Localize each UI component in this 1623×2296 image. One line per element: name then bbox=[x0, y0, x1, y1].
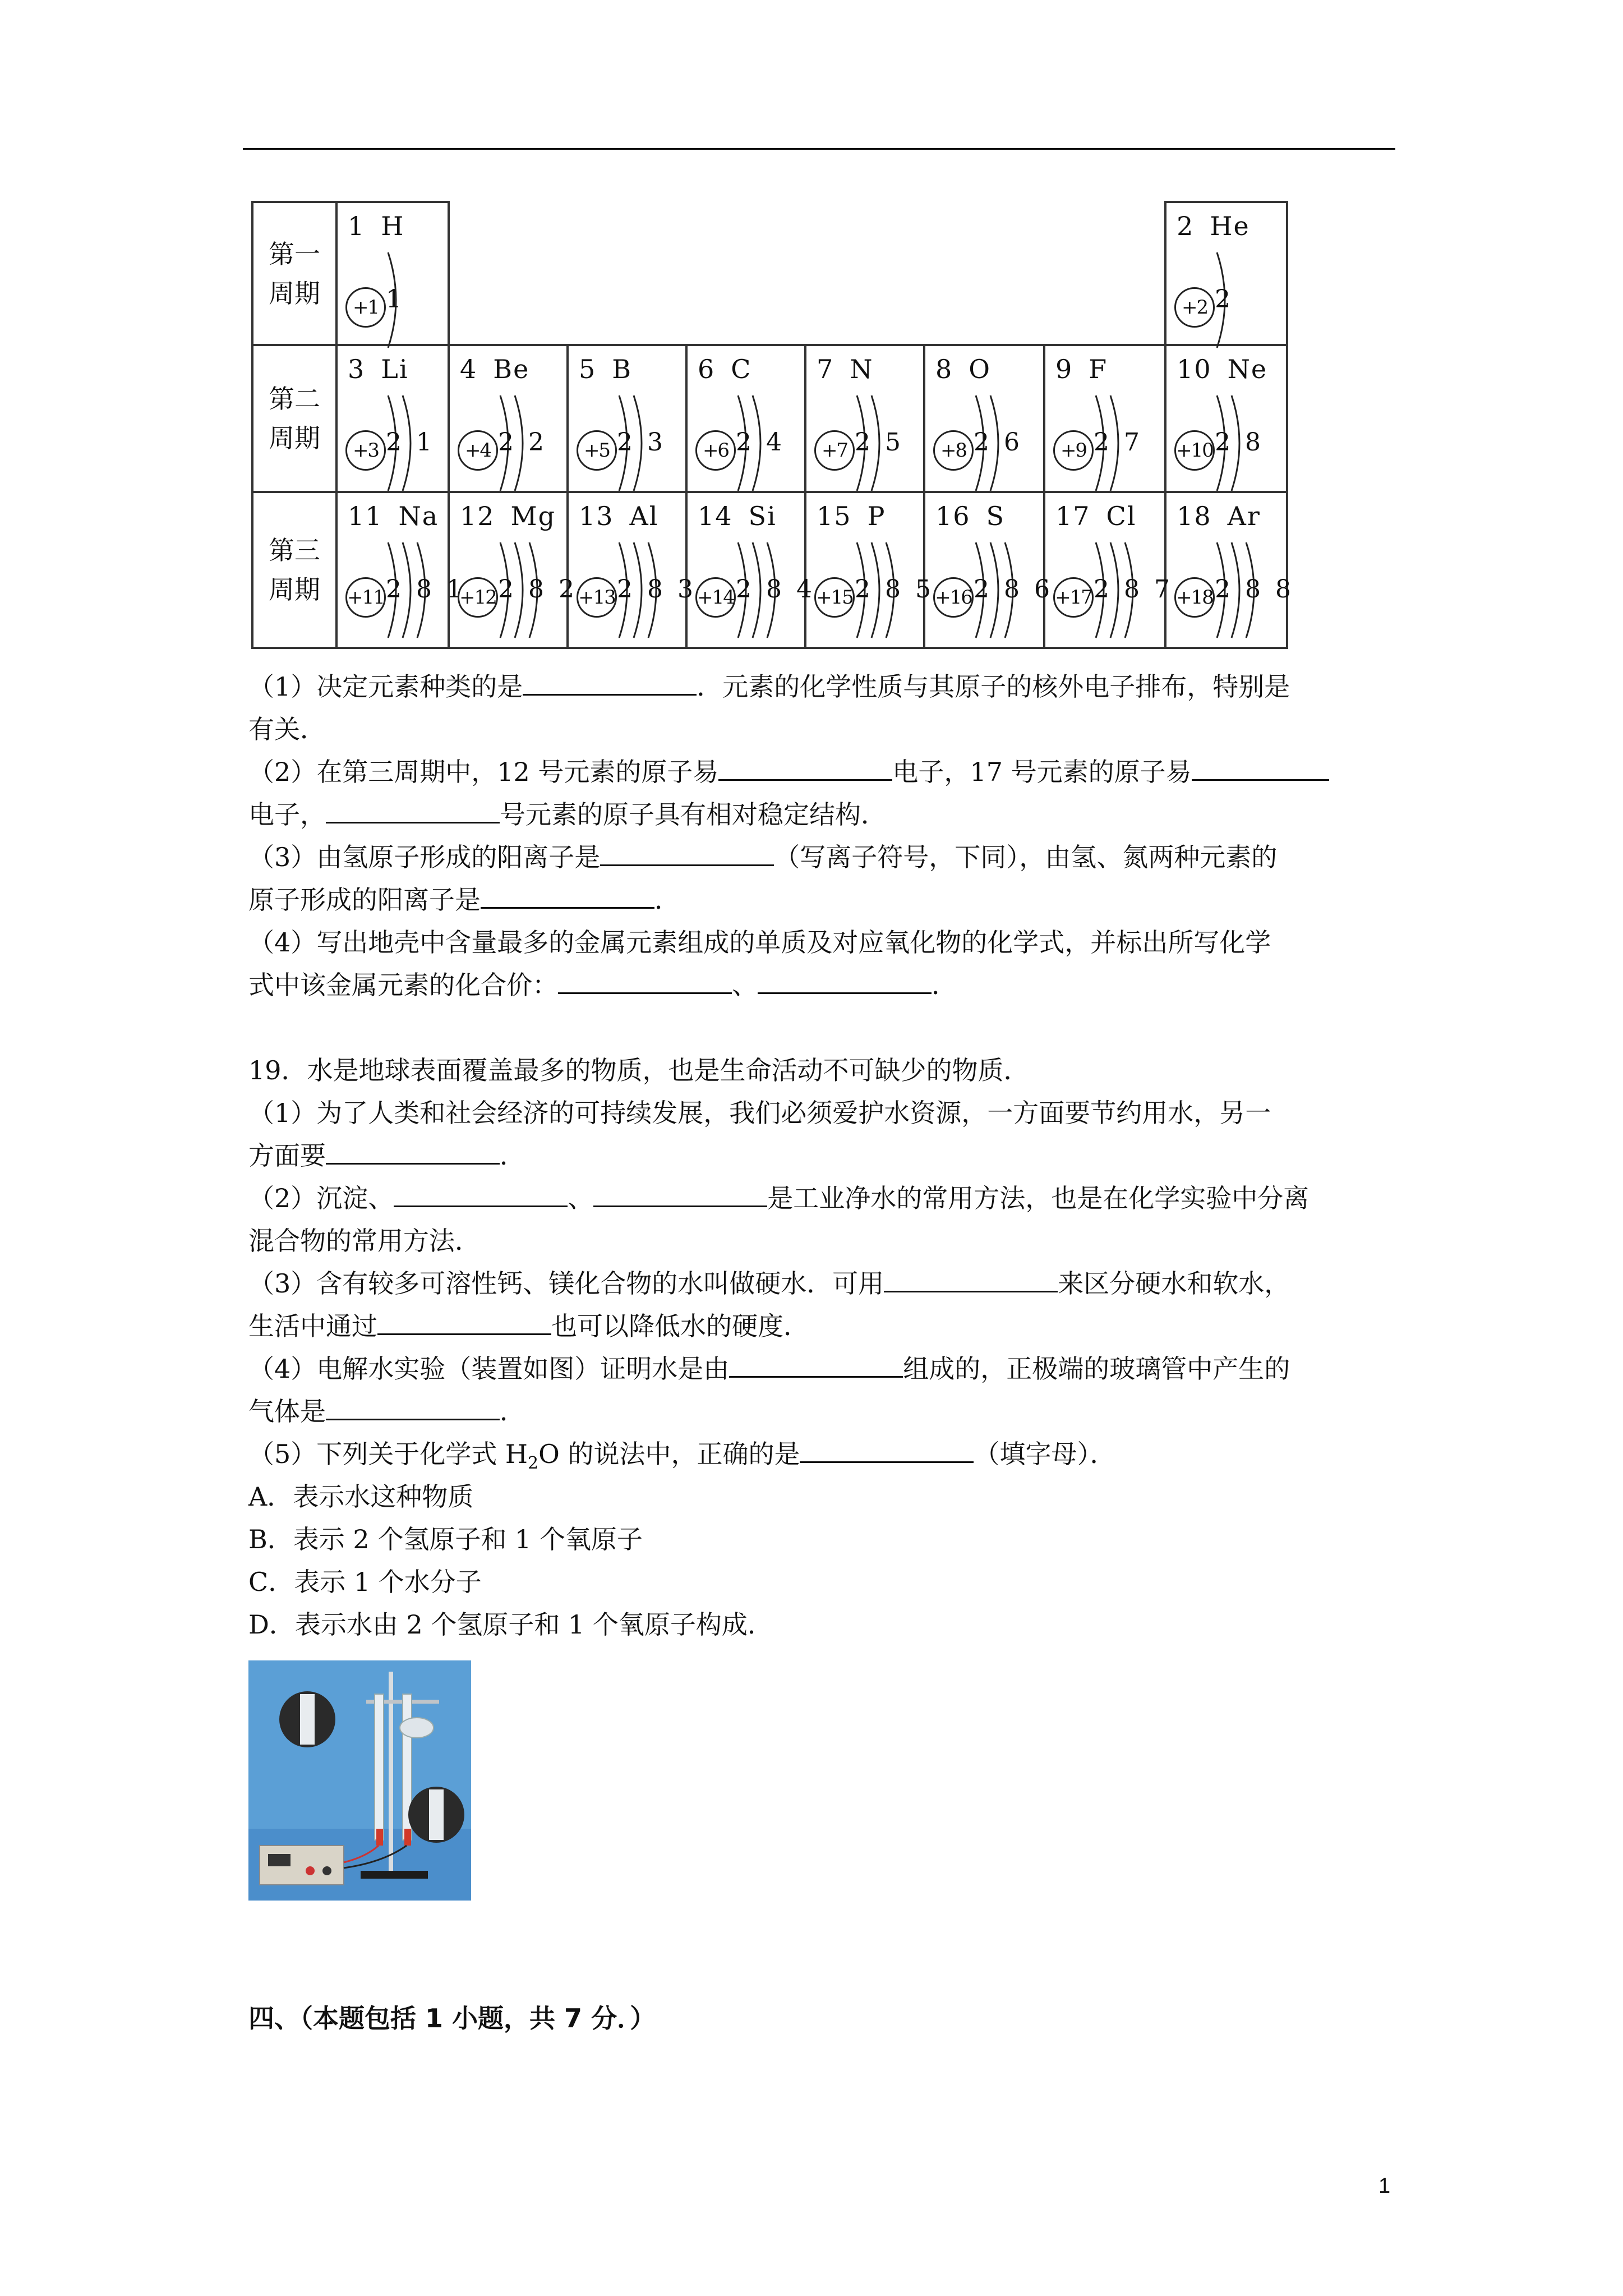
q19-part4-line2: 气体是 ． bbox=[248, 1390, 525, 1433]
q18-part1-line2: 有关． bbox=[248, 714, 326, 744]
answer-blank[interactable] bbox=[326, 797, 500, 823]
atomic-number: 14 bbox=[698, 501, 733, 531]
element-header bbox=[817, 354, 874, 384]
answer-blank[interactable] bbox=[1192, 754, 1329, 781]
electron-counts: 2 1 bbox=[386, 428, 435, 457]
empty-region bbox=[449, 202, 1165, 345]
nucleus-circle: +14 bbox=[695, 577, 736, 618]
element-header bbox=[817, 501, 886, 531]
nucleus-circle: +2 bbox=[1174, 287, 1215, 328]
q19-part1-line2: 方面要 ． bbox=[248, 1134, 525, 1177]
element-symbol: O bbox=[969, 354, 991, 384]
element-symbol: N bbox=[850, 354, 874, 384]
q19-part3-line2: 生活中通过 也可以降低水的硬度． bbox=[248, 1305, 809, 1347]
nucleus-circle: +16 bbox=[933, 577, 974, 618]
atomic-number: 16 bbox=[935, 501, 971, 531]
q18-part2-line2: 电子， 号元素的原子具有相对稳定结构． bbox=[248, 793, 887, 836]
electron-counts: 2 8 6 bbox=[974, 575, 1053, 604]
period-label-text: 第三 周期 bbox=[269, 535, 320, 605]
answer-blank[interactable] bbox=[800, 1437, 974, 1463]
nucleus-circle: +18 bbox=[1174, 577, 1215, 618]
answer-blank[interactable] bbox=[758, 968, 932, 994]
element-header bbox=[935, 354, 991, 384]
element-symbol: F bbox=[1089, 354, 1108, 384]
q19-part3-line1: （3）含有较多可溶性钙、镁化合物的水叫做硬水．可用 来区分硬水和软水， bbox=[248, 1262, 1290, 1305]
section-heading: 四、（本题包括 1 小题，共 7 分．） bbox=[248, 2003, 656, 2033]
answer-blank[interactable] bbox=[884, 1266, 1058, 1292]
atomic-number: 11 bbox=[348, 501, 383, 531]
nucleus-circle: +8 bbox=[933, 430, 974, 471]
electron-counts: 2 8 bbox=[1215, 428, 1265, 457]
atomic-number: 7 bbox=[817, 354, 834, 384]
electron-counts: 2 7 bbox=[1094, 428, 1143, 457]
electron-counts: 2 8 8 bbox=[1215, 575, 1295, 604]
element-header bbox=[1177, 354, 1267, 384]
periodic-table bbox=[251, 201, 1295, 649]
atomic-number: 2 bbox=[1177, 211, 1195, 241]
element-header bbox=[935, 501, 1005, 531]
q18-part4-line1: （4）写出地壳中含量最多的金属元素组成的单质及对应氧化物的化学式，并标出所写化学 bbox=[248, 927, 1271, 958]
q18-part2-line1: （2）在第三周期中，12 号元素的原子易 电子，17 号元素的原子易 bbox=[248, 751, 1329, 793]
answer-blank[interactable] bbox=[558, 968, 732, 994]
element-cell bbox=[686, 492, 815, 648]
element-symbol: Mg bbox=[510, 501, 556, 531]
nucleus-circle: +1 bbox=[345, 287, 386, 328]
period-label-text: 第二 周期 bbox=[269, 384, 320, 453]
q19-part5-line: （5）下列关于化学式 $H_2O$ 的说法中，正确的是 （填字母）． bbox=[248, 1433, 1115, 1485]
element-header bbox=[460, 354, 529, 384]
q19-part2-line1: （2）沉淀、 、 是工业净水的常用方法，也是在化学实验中分离 bbox=[248, 1177, 1309, 1220]
option-a: A．表示水这种物质 bbox=[248, 1481, 474, 1512]
answer-blank[interactable] bbox=[326, 1138, 500, 1165]
element-symbol: Ne bbox=[1227, 354, 1268, 384]
nucleus-circle: +17 bbox=[1053, 577, 1094, 618]
option-c: C．表示 1 个水分子 bbox=[248, 1567, 482, 1597]
electron-counts: 2 8 1 bbox=[386, 575, 465, 604]
electron-counts: 2 2 bbox=[498, 428, 547, 457]
period-label bbox=[252, 345, 336, 492]
atomic-number: 17 bbox=[1055, 501, 1091, 531]
nucleus-circle: +9 bbox=[1053, 430, 1094, 471]
element-symbol: Li bbox=[381, 354, 409, 384]
electron-counts: 2 8 2 bbox=[498, 575, 578, 604]
q18-part3-line1: （3）由氢原子形成的阳离子是 （写离子符号，下同），由氢、氮两种元素的 bbox=[248, 836, 1277, 878]
atomic-number: 9 bbox=[1055, 354, 1073, 384]
element-cell bbox=[336, 492, 465, 648]
element-cell bbox=[568, 345, 686, 492]
element-symbol: S bbox=[986, 501, 1006, 531]
nucleus-circle: +12 bbox=[458, 577, 498, 618]
atomic-number: 12 bbox=[460, 501, 495, 531]
nucleus-circle: +13 bbox=[577, 577, 617, 618]
nucleus-circle: +5 bbox=[577, 430, 617, 471]
element-header bbox=[698, 354, 751, 384]
element-header bbox=[460, 501, 556, 531]
atomic-number: 10 bbox=[1177, 354, 1212, 384]
atomic-number: 4 bbox=[460, 354, 478, 384]
electron-counts: 1 bbox=[386, 285, 405, 314]
element-header bbox=[1177, 501, 1261, 531]
atomic-number: 3 bbox=[348, 354, 366, 384]
electron-counts: 2 5 bbox=[855, 428, 904, 457]
answer-blank[interactable] bbox=[600, 840, 774, 866]
answer-blank[interactable] bbox=[729, 1351, 903, 1378]
atomic-number: 6 bbox=[698, 354, 716, 384]
element-cell bbox=[924, 492, 1053, 648]
electron-counts: 2 8 5 bbox=[855, 575, 934, 604]
option-b: B．表示 2 个氢原子和 1 个氧原子 bbox=[248, 1524, 643, 1554]
element-header bbox=[579, 501, 658, 531]
element-symbol: Na bbox=[398, 501, 439, 531]
nucleus-circle: +10 bbox=[1174, 430, 1215, 471]
element-symbol: Cl bbox=[1106, 501, 1137, 531]
page-number: 1 bbox=[1378, 2174, 1391, 2198]
q18-part1-line1: （1）决定元素种类的是 ．元素的化学性质与其原子的核外电子排布，特别是 bbox=[248, 665, 1290, 708]
element-header bbox=[348, 354, 409, 384]
atomic-number: 5 bbox=[579, 354, 597, 384]
element-cell bbox=[1165, 345, 1287, 492]
nucleus-circle: +3 bbox=[345, 430, 386, 471]
electron-counts: 2 8 4 bbox=[736, 575, 815, 604]
electron-counts: 2 3 bbox=[617, 428, 666, 457]
element-cell bbox=[686, 345, 805, 492]
nucleus-circle: +11 bbox=[345, 577, 386, 618]
atomic-number: 15 bbox=[817, 501, 852, 531]
element-cell bbox=[805, 492, 934, 648]
answer-blank[interactable] bbox=[394, 1181, 568, 1207]
element-symbol: Be bbox=[493, 354, 530, 384]
element-symbol: Ar bbox=[1227, 501, 1261, 531]
element-cell bbox=[924, 345, 1044, 492]
element-header bbox=[579, 354, 632, 384]
nucleus-circle: +4 bbox=[458, 430, 498, 471]
period-label bbox=[252, 492, 336, 648]
element-header bbox=[1055, 354, 1108, 384]
atomic-number: 18 bbox=[1177, 501, 1212, 531]
element-symbol: He bbox=[1210, 211, 1250, 241]
answer-blank[interactable] bbox=[593, 1181, 767, 1207]
element-cell bbox=[568, 492, 697, 648]
electron-counts: 2 8 7 bbox=[1094, 575, 1173, 604]
atomic-number: 8 bbox=[935, 354, 953, 384]
electron-counts: 2 4 bbox=[736, 428, 785, 457]
element-cell bbox=[449, 492, 578, 648]
element-symbol: C bbox=[731, 354, 752, 384]
electron-counts: 2 bbox=[1215, 285, 1234, 314]
header-rule bbox=[243, 148, 1395, 150]
element-cell bbox=[336, 202, 449, 345]
element-header bbox=[1177, 211, 1250, 241]
element-symbol: H bbox=[381, 211, 405, 241]
element-header bbox=[698, 501, 777, 531]
element-symbol: Al bbox=[629, 501, 659, 531]
element-cell bbox=[1044, 345, 1165, 492]
element-header bbox=[348, 501, 439, 531]
nucleus-circle: +7 bbox=[814, 430, 855, 471]
option-d: D．表示水由 2 个氢原子和 1 个氧原子构成． bbox=[248, 1609, 773, 1640]
answer-blank[interactable] bbox=[718, 754, 892, 781]
atomic-number: 13 bbox=[579, 501, 614, 531]
element-header bbox=[1055, 501, 1136, 531]
element-symbol: B bbox=[612, 354, 633, 384]
electron-counts: 2 8 3 bbox=[617, 575, 697, 604]
answer-blank[interactable] bbox=[523, 669, 697, 696]
electrolysis-apparatus-image bbox=[248, 1660, 471, 1901]
element-symbol: P bbox=[867, 501, 886, 531]
period-label bbox=[252, 202, 336, 345]
q18-part4-line2: 式中该金属元素的化合价： 、 ． bbox=[248, 964, 957, 1006]
element-cell bbox=[1165, 492, 1295, 648]
q19-part1-line1: （1）为了人类和社会经济的可持续发展，我们必须爱护水资源，一方面要节约用水，另一 bbox=[248, 1098, 1271, 1128]
answer-blank[interactable] bbox=[326, 1394, 500, 1420]
q18-part3-line2: 原子形成的阳离子是 ． bbox=[248, 878, 680, 921]
element-cell bbox=[449, 345, 568, 492]
element-cell bbox=[1165, 202, 1287, 345]
nucleus-circle: +15 bbox=[814, 577, 855, 618]
answer-blank[interactable] bbox=[377, 1309, 551, 1335]
element-header bbox=[348, 211, 404, 241]
q19-part2-line2: 混合物的常用方法． bbox=[248, 1226, 481, 1256]
element-symbol: Si bbox=[748, 501, 777, 531]
period-label-text: 第一 周期 bbox=[269, 238, 320, 309]
q19-part4-line1: （4）电解水实验（装置如图）证明水是由 组成的，正极端的玻璃管中产生的 bbox=[248, 1347, 1290, 1390]
element-cell bbox=[1044, 492, 1173, 648]
nucleus-circle: +6 bbox=[695, 430, 736, 471]
atomic-number: 1 bbox=[348, 211, 366, 241]
answer-blank[interactable] bbox=[481, 882, 654, 909]
electron-counts: 2 6 bbox=[974, 428, 1023, 457]
element-cell bbox=[336, 345, 449, 492]
q19-title: 19．水是地球表面覆盖最多的物质，也是生命活动不可缺少的物质． bbox=[248, 1055, 1030, 1085]
element-cell bbox=[805, 345, 924, 492]
